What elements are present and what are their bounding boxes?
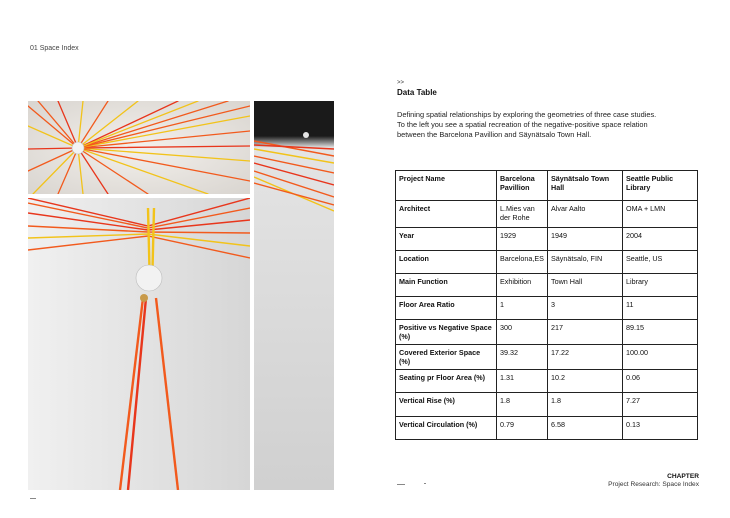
table-cell: OMA + LMN: [623, 201, 698, 228]
string-model-photo-icon: [28, 198, 250, 490]
table-cell: 39.32: [497, 345, 548, 370]
table-cell: 300: [497, 320, 548, 345]
section-title: Data Table: [397, 88, 437, 97]
section-marker: >>: [397, 80, 405, 86]
footer-tick: [424, 483, 426, 484]
table-cell: 1.8: [497, 393, 548, 417]
row-label: Positive vs Negative Space (%): [396, 320, 497, 345]
row-label: Vertical Circulation (%): [396, 417, 497, 440]
row-label: Floor Area Ratio: [396, 297, 497, 320]
chapter-footer: [608, 473, 699, 489]
table-row: [396, 201, 698, 228]
table-cell: 10.2: [548, 370, 623, 393]
row-label: Location: [396, 251, 497, 274]
table-cell: 0.06: [623, 370, 698, 393]
string-model-photo-side: [254, 101, 334, 490]
string-model-photo-radial: [28, 101, 250, 194]
table-cell: Säynätsalo, FIN: [548, 251, 623, 274]
table-cell: 6.58: [548, 417, 623, 440]
table-cell: 0.13: [623, 417, 698, 440]
table-row: [396, 320, 698, 345]
table-row: [396, 297, 698, 320]
table-cell: Alvar Aalto: [548, 201, 623, 228]
table-cell: 100.00: [623, 345, 698, 370]
data-table: [395, 170, 698, 440]
table-cell: 1929: [497, 228, 548, 251]
table-row: [396, 370, 698, 393]
table-cell: 1: [497, 297, 548, 320]
row-label: Covered Exterior Space (%): [396, 345, 497, 370]
intro-line: To the left you see a spatial recreation of the negative-positive space relation: [397, 120, 648, 129]
table-row: [396, 345, 698, 370]
header-cell: Project Name: [396, 171, 497, 201]
table-cell: 2004: [623, 228, 698, 251]
header-cell: Seattle Public Library: [623, 171, 698, 201]
table-cell: Exhibition: [497, 274, 548, 297]
intro-line: between the Barcelona Pavillion and Säynätsalo Town Hall.: [397, 130, 592, 139]
intro-text: [397, 110, 697, 140]
row-label: Architect: [396, 201, 497, 228]
table-cell: 7.27: [623, 393, 698, 417]
table-row: [396, 274, 698, 297]
footer-tick: [397, 484, 405, 485]
table-cell: Seattle, US: [623, 251, 698, 274]
table-row: [396, 228, 698, 251]
row-label: Seating pr Floor Area (%): [396, 370, 497, 393]
page-label: 01 Space Index: [30, 45, 79, 52]
table-row: [396, 251, 698, 274]
table-cell: 217: [548, 320, 623, 345]
table-cell: 1.31: [497, 370, 548, 393]
table-cell: 17.22: [548, 345, 623, 370]
table-cell: L.Mies van der Rohe: [497, 201, 548, 228]
string-model-photo-icon: [254, 101, 334, 490]
table-row: [396, 417, 698, 440]
header-cell: Säynätsalo Town Hall: [548, 171, 623, 201]
table-row: [396, 393, 698, 417]
footer-tick: [30, 498, 36, 499]
row-label: Vertical Rise (%): [396, 393, 497, 417]
chapter-title: CHAPTER: [667, 473, 699, 480]
table-cell: Town Hall: [548, 274, 623, 297]
row-label: Year: [396, 228, 497, 251]
chapter-subtitle: Project Research: Space Index: [608, 481, 699, 488]
header-cell: Barcelona Pavillion: [497, 171, 548, 201]
table-cell: 1949: [548, 228, 623, 251]
table-cell: 3: [548, 297, 623, 320]
table-cell: Library: [623, 274, 698, 297]
table-cell: 0.79: [497, 417, 548, 440]
table-cell: 89.15: [623, 320, 698, 345]
table-cell: Barcelona,ES: [497, 251, 548, 274]
string-model-photo-icon: [28, 101, 250, 194]
table-header-row: [396, 171, 698, 201]
table-cell: 11: [623, 297, 698, 320]
row-label: Main Function: [396, 274, 497, 297]
table-cell: 1.8: [548, 393, 623, 417]
intro-line: Defining spatial relationships by exploring the geometries of three case studies.: [397, 110, 657, 119]
string-model-photo-vertical: [28, 198, 250, 490]
